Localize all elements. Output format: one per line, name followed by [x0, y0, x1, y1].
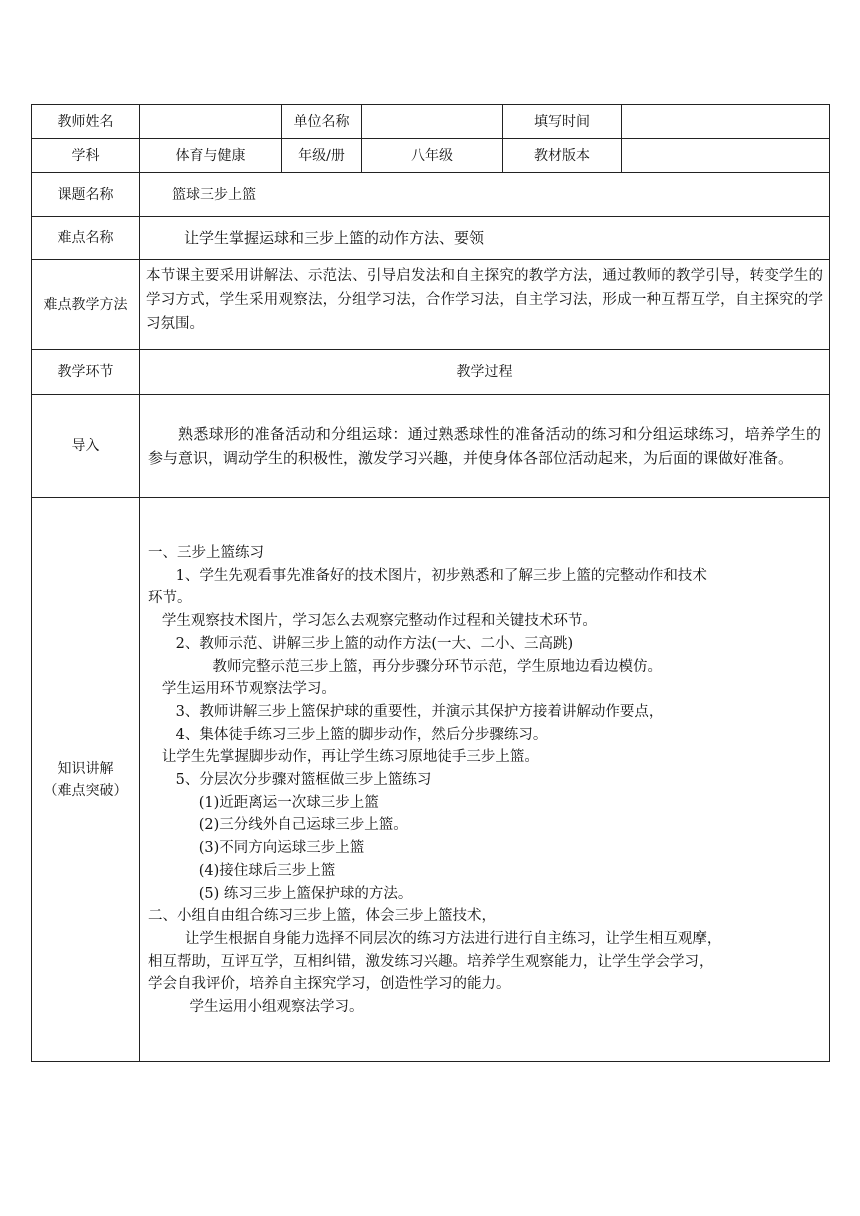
knowledge-label-line-2: （难点突破）: [43, 782, 128, 799]
knowledge-line: (3)不同方向运球三步上篮: [148, 840, 365, 857]
intro-row: [32, 395, 830, 498]
knowledge-line: 让学生根据自身能力选择不同层次的练习方法进行进行自主练习，让学生相互观摩，: [148, 930, 722, 947]
lesson-plan-table: [31, 104, 830, 1062]
subject-value: 体育与健康: [140, 139, 282, 173]
header-row-2: [32, 139, 830, 173]
edition-value: [622, 139, 830, 173]
knowledge-line: 让学生先掌握脚步动作，再让学生练习原地徒手三步上篮。: [148, 749, 539, 766]
knowledge-line: 学生观察技术图片，学习怎么去观察完整动作过程和关键技术环节。: [148, 613, 597, 630]
knowledge-line: 教师完整示范三步上篮，再分步骤分环节示范，学生原地边看边模仿。: [148, 658, 663, 675]
unit-value: [362, 105, 503, 139]
method-text-cell: [140, 260, 830, 350]
knowledge-line: (2)三分线外自己运球三步上篮。: [148, 817, 408, 834]
knowledge-line: 5、分层次分步骤对篮框做三步上篮练习: [148, 772, 432, 789]
knowledge-line: 学会自我评价，培养自主探究学习，创造性学习的能力。: [148, 976, 511, 993]
knowledge-line: 二、小组自由组合练习三步上篮，体会三步上篮技术，: [148, 908, 496, 925]
section-header-row: [32, 350, 830, 395]
knowledge-row: [32, 498, 830, 1062]
edition-label: 教材版本: [503, 139, 622, 173]
topic-label: 课题名称: [32, 173, 140, 217]
teacher-label: 教师姓名: [32, 105, 140, 139]
difficulty-value: 让学生掌握运球和三步上篮的动作方法、要领: [140, 217, 830, 260]
intro-text-cell: [140, 395, 830, 498]
intro-label: 导入: [32, 395, 140, 498]
knowledge-line: 学生运用小组观察法学习。: [148, 999, 364, 1016]
intro-paragraph: 熟悉球形的准备活动和分组运球：通过熟悉球性的准备活动的练习和分组运球练习，培养学生的参与意识，调动学生的积极性，激发学习兴趣，并使身体各部位活动起来，为后面的课做好准备。: [148, 425, 821, 467]
knowledge-line: 2、教师示范、讲解三步上篮的动作方法(一大、二小、三高跳): [148, 635, 574, 652]
unit-label: 单位名称: [282, 105, 362, 139]
topic-row: [32, 173, 830, 217]
knowledge-label: [32, 498, 140, 1062]
date-value: [622, 105, 830, 139]
method-row: [32, 260, 830, 350]
topic-value: 篮球三步上篮: [140, 173, 830, 217]
knowledge-line: (5) 练习三步上篮保护球的方法。: [148, 885, 413, 902]
knowledge-line: 1、学生先观看事先准备好的技术图片，初步熟悉和了解三步上篮的完整动作和技术: [148, 567, 707, 584]
knowledge-line: (4)接住球后三步上篮: [148, 862, 336, 879]
knowledge-line: (1)近距离运一次球三步上篮: [148, 794, 379, 811]
header-row-1: [32, 105, 830, 139]
knowledge-line: 环节。: [148, 590, 192, 607]
section-label: 教学环节: [32, 350, 140, 395]
method-paragraph: 本节课主要采用讲解法、示范法、引导启发法和自主探究的教学方法，通过教师的教学引导，转变学生的学习方式，学生采用观察法，分组学习法，合作学习法，自主学习法，形成一种互帮互学，自主探究的学习氛围。: [146, 268, 823, 332]
method-label: 难点教学方法: [32, 260, 140, 350]
knowledge-line: 一、三步上篮练习: [148, 545, 264, 561]
knowledge-label-line-1: 知识讲解: [57, 760, 114, 777]
knowledge-line: 学生运用环节观察法学习。: [148, 681, 336, 698]
subject-label: 学科: [32, 139, 140, 173]
teacher-value: [140, 105, 282, 139]
knowledge-line: 4、集体徒手练习三步上篮的脚步动作，然后分步骤练习。: [148, 726, 548, 743]
difficulty-row: [32, 217, 830, 260]
difficulty-label: 难点名称: [32, 217, 140, 260]
knowledge-text-cell: [140, 498, 830, 1062]
section-value: 教学过程: [140, 350, 830, 395]
date-label: 填写时间: [503, 105, 622, 139]
grade-value: 八年级: [362, 139, 503, 173]
knowledge-line: 相互帮助，互评互学，互相纠错，激发练习兴趣。培养学生观察能力，让学生学会学习，: [148, 953, 714, 970]
grade-label: 年级/册: [282, 139, 362, 173]
knowledge-line: 3、教师讲解三步上篮保护球的重要性，并演示其保护方接着讲解动作要点，: [148, 703, 664, 720]
